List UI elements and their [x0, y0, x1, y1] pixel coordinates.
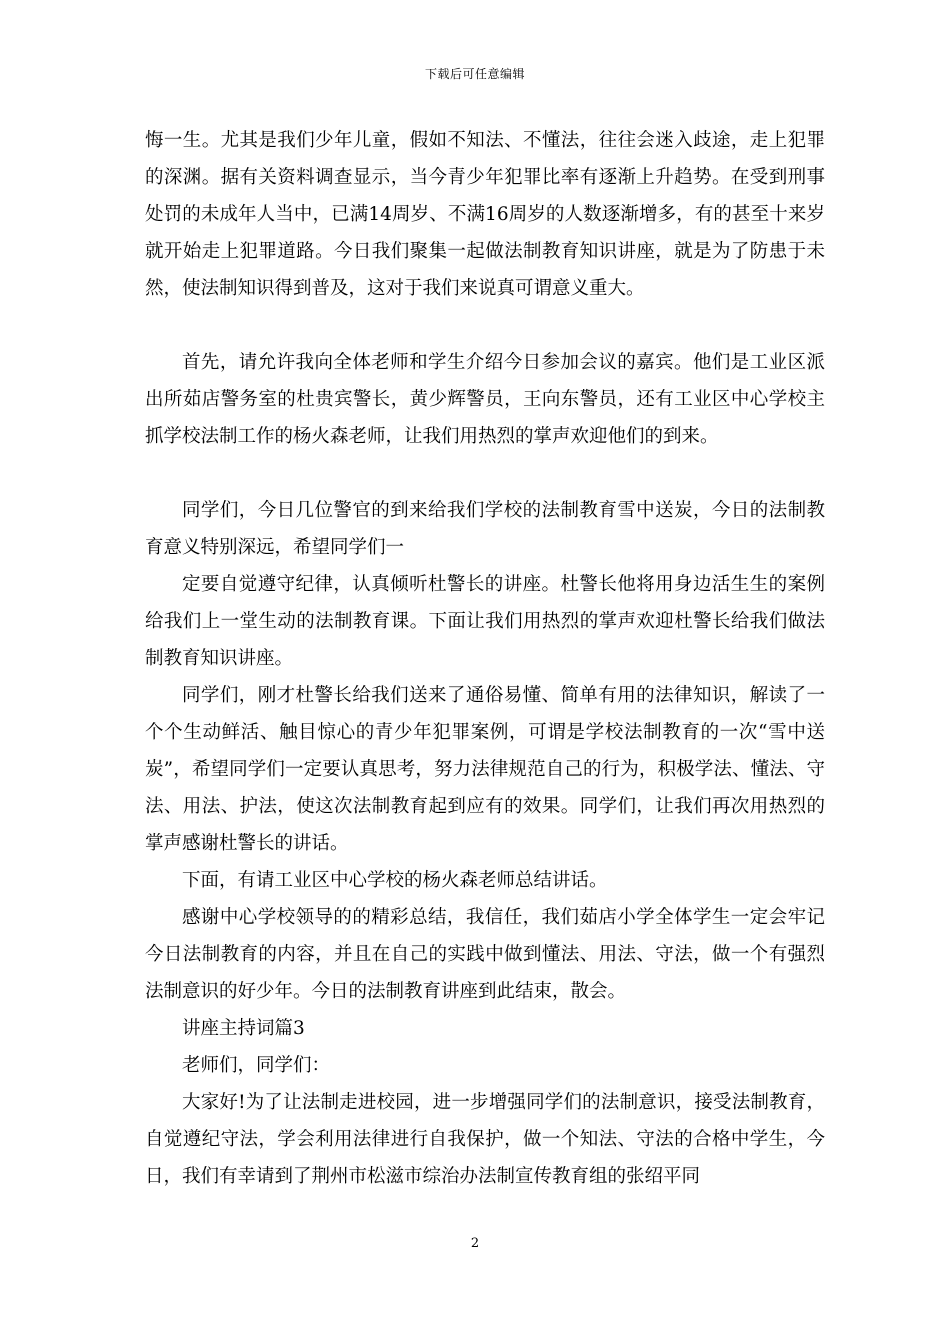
paragraph-opening: 大家好!为了让法制走进校园，进一步增强同学们的法制意识，接受法制教育，自觉遵纪守法，学会利用法律进行自我保护，做一个知法、守法的合格中学生，今日，我们有幸请到了荆州市松滋市综治办法制宣传教育组的张绍平同: [145, 1092, 825, 1187]
section-heading: 讲座主持词篇3: [182, 1018, 305, 1039]
paragraph-discipline-request: 定要自觉遵守纪律，认真倾听杜警长的讲座。杜警长他将用身边活生生的案例给我们上一堂生动的法制教育课。下面让我们用热烈的掌声欢迎杜警长给我们做法制教育知识讲座。: [145, 574, 825, 669]
paragraph-officers-arrival: 同学们，今日几位警官的到来给我们学校的法制教育雪中送炭，今日的法制教育意义特别深远，希望同学们一: [145, 500, 825, 558]
paragraph-thanks-officer: 同学们，刚才杜警长给我们送来了通俗易懂、简单有用的法律知识，解读了一个个生动鲜活、触目惊心的青少年犯罪案例，可谓是学校法制教育的一次“雪中送炭”，希望同学们一定要认真思考，努力法律规范自己的行为，积极学法、懂法、守法、用法、护法，使这次法制教育起到应有的效果。同学们，让我们再次用热烈的掌声感谢杜警长的讲话。: [145, 685, 825, 854]
paragraph-guest-introduction: 首先，请允许我向全体老师和学生介绍今日参加会议的嘉宾。他们是工业区派出所茹店警务室的杜贵宾警长，黄少辉警员，王向东警员，还有工业区中心学校主抓学校法制工作的杨火森老师，让我们用热烈的掌声欢迎他们的到来。: [145, 352, 825, 447]
paragraph-invite-teacher: 下面，有请工业区中心学校的杨火森老师总结讲话。: [182, 870, 608, 891]
paragraph-continuation: 悔一生。尤其是我们少年儿童，假如不知法、不懂法，往往会迷入歧途，走上犯罪的深渊。据有关资料调查显示，当今青少年犯罪比率有逐渐上升趋势。在受到刑事处罚的未成年人当中，已满14周岁、不满16周岁的人数逐渐增多，有的甚至十来岁就开始走上犯罪道路。今日我们聚集一起做法制教育知识讲座，就是为了防患于未然，使法制知识得到普及，这对于我们来说真可谓意义重大。: [145, 130, 825, 299]
page-header: 下载后可任意编辑: [424, 67, 525, 81]
document-body: [145, 122, 825, 1195]
paragraph-salutation: 老师们，同学们：: [182, 1055, 331, 1076]
paragraph-closing-remarks: 感谢中心学校领导的的精彩总结，我信任，我们茹店小学全体学生一定会牢记今日法制教育的内容，并且在自己的实践中做到懂法、用法、守法，做一个有强烈法制意识的好少年。今日的法制教育讲座到此结束，散会。: [145, 907, 825, 1002]
page-number: 2: [470, 1236, 480, 1251]
